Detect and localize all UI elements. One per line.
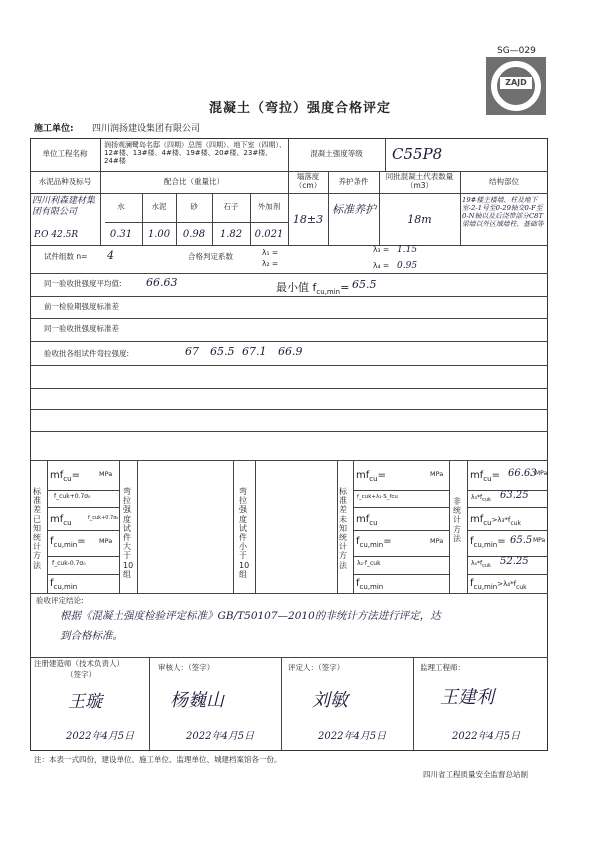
col-additive: 外加剂 [257,202,281,211]
us-mfcu-sub: cu [369,475,378,483]
coef-label: 合格判定系数 [188,252,233,261]
us-fcumin-eq: = [383,536,392,547]
lambda3-label: λ₃ = [373,245,390,254]
logo-text: ZAJD [505,78,527,87]
ns-gt-sub: cuk [510,520,521,527]
assessor-signature: 刘敏 [312,690,348,711]
us-mfcu2-sub: cu [369,519,378,527]
groups-label: 试件组数 n= [44,252,88,261]
min-eq: = [340,281,350,294]
footer-note: 注：本表一式四份，建设单位、施工单位、监理单位、城建档案馆各一份。 [34,755,282,764]
grade-label: 混凝土强度等级 [310,149,363,158]
ns-mfcu-sub: cu [483,475,492,483]
ks-mfcu2: $mf_{cu}$ [50,514,72,527]
engineer-label: 注册建造师（技术负责人） [34,659,124,668]
lambda4-label: λ₄ = [373,261,390,270]
form-code: SG—029 [497,46,536,56]
structure-part-value: 19#楼主楼墙、柱及地下室-2-1号至0-29轴交0-F至0-N轴以及后浇带部分C8T梁墙以外区域墙柱、基础等 [462,196,544,229]
method-known-std-label: 标准差已知统计方法 [33,487,41,570]
ks-fcumin-unit: MPa [99,537,113,545]
construction-unit-value: 四川润扬建设集团有限公司 [92,124,201,134]
assessor-date: 2022年4月5日 [318,731,387,742]
ns-l4: $\lambda_4*f_{cuk}$ [471,560,491,570]
ns-l4-value: 52.25 [500,556,529,567]
reviewer-label: 审核人：（签字） [158,663,215,672]
sand-value: 0.98 [182,229,206,240]
col-cement: 水泥 [151,202,167,211]
ns-gt2: >λ₄*f [497,580,517,588]
ns-mfcu2-sub: cu [483,519,492,527]
tests-label: 验收批各组试件弯拉强度: [44,349,130,358]
lambda4-value: 0.95 [397,261,418,271]
ns-mfcu-unit: MPa [535,470,548,477]
us-fcumin2: $f_{cu,min}$ [356,578,384,591]
conclusion-line2: 到合格标准。 [60,630,123,642]
ks-fcumin-eq: = [77,536,86,547]
ns-fcumin-sub: cu,min [473,541,498,549]
conclusion-label: 验收评定结论: [36,596,84,605]
footer-issuer: 四川省工程质量安全监督总站制 [423,770,528,779]
ns-mfcu: $mf_{cu}=$ [470,470,500,483]
cement-value: 1.00 [147,229,171,240]
mean-value: 66.63 [146,276,178,289]
ns-fcumin: $f_{cu,min}=$ [470,536,506,549]
ns-fcumin-eq: = [497,536,506,547]
stone-value: 1.82 [219,229,243,240]
page-title: 混凝土（弯拉）强度合格评定 [208,101,391,116]
lambda2-label: λ₂ = [262,259,279,268]
mix-ratio-label: 配合比（重量比） [164,177,224,186]
ns-mfcu2: $mf_{cu}>\lambda_3*f_{cuk}$ [470,514,521,527]
ns-gt: >λ₃*f [491,516,511,524]
reviewer-signature: 杨巍山 [170,690,224,711]
col-sand: 砂 [190,202,198,211]
ks-fcumin-sub: cu,min [53,541,78,549]
ks-mfcu2-sub: cu [63,519,72,527]
engineer-signature: 王璇 [68,692,102,712]
us-fcumin: $f_{cu,min}=$ [356,536,392,549]
unit-project-value: 润扬观澜鹭岛名邸（四期）总图（四期）、地下室（四期）、12#楼、13#楼、4#楼、19#楼、20#楼、23#楼、24#楼 [104,141,286,166]
ns-fcumin2: $f_{cu,min}>\lambda_4*f_{cuk}$ [470,578,527,591]
method-over10-label: 弯拉强度试件大于10组 [123,487,134,579]
min-label: 最小值 $f_{cu,min}=$ [276,281,350,297]
engineer-date: 2022年4月5日 [66,731,135,742]
lambda3-value: 1.15 [397,245,418,255]
method-under10-label: 弯拉强度试件小于10组 [239,487,250,579]
grade-value: C55P8 [392,145,443,163]
groups-value: 4 [107,249,114,262]
ns-mfcu-eq: = [491,470,500,481]
test-3: 67.1 [242,345,267,358]
min-value: 65.5 [352,278,377,291]
ks-mfcu-eq: = [71,470,80,481]
ks-mfcu: $mf_{cu}=$ [50,470,80,483]
same-std-label: 同一验收批强度标准差 [44,324,119,333]
structure-part-label: 结构部位 [489,177,519,186]
ns-gt2-sub: cuk [516,584,527,591]
min-label-sub: cu,min [316,288,341,297]
ks-fcuk07-c: f_cuk-0.7σ₀ [52,560,86,567]
conclusion-line1: 根据《混凝土强度检验评定标准》GB/T50107—2010的非统计方法进行评定，达 [60,610,441,622]
col-stone: 石子 [223,202,239,211]
ks-mfcu-unit: MPa [99,470,113,478]
us-fcumin2-sub: cu,min [359,583,384,591]
cement-grade: P.O 42.5R [34,230,79,240]
method-nonstat-label: 非统计方法 [453,497,461,543]
supervisor-label: 监理工程师： [420,663,465,672]
curing-value: 标准养护 [332,203,376,216]
test-1: 67 [185,345,199,358]
construction-unit-label: 施工单位: [34,124,74,134]
ns-fcumin-value: 65.5 [510,535,533,546]
additive-value: 0.021 [254,229,284,240]
ks-mfcu-sub: cu [63,475,72,483]
ks-fcumin2-sub: cu,min [53,583,78,591]
water-value: 0.31 [109,229,133,240]
volume-label: 同批混凝土代表数量（m3） [385,172,454,190]
reviewer-date: 2022年4月5日 [186,731,255,742]
cement-type-label: 水泥品种及标号 [38,177,92,186]
curing-label: 养护条件 [338,177,369,186]
mean-label: 同一验收批强度平均值: [44,279,122,288]
us-mfcu: $mf_{cu}=$ [356,470,386,483]
ks-fcumin2: $f_{cu,min}$ [50,578,78,591]
slump-label: 塌落度（cm） [294,172,322,190]
method-unknown-std-label: 标准差未知统计方法 [339,487,347,570]
ks-fcuk07: f_cuk+0.7σ₀ [54,493,91,500]
ns-l3-value: 63.25 [500,490,529,501]
us-formula2: λ₂·f_cuk [357,560,381,567]
cement-vendor: 四川利森建材集团有限公司 [32,196,96,218]
us-mfcu-unit: MPa [430,470,444,478]
ks-fcuk07-b: f_cuk+0.7σ₀ [88,515,119,521]
test-4: 66.9 [278,345,303,358]
supervisor-signature: 王建利 [440,687,494,708]
us-fcumin-sub: cu,min [359,541,384,549]
ks-fcumin: $f_{cu,min}=$ [50,536,86,549]
lambda1-label: λ₁ = [262,248,279,257]
supervisor-date: 2022年4月5日 [452,731,521,742]
us-mfcu-eq: = [377,470,386,481]
prev-std-label: 前一检验期强度标准差 [44,302,119,311]
ns-l4-sub: cuk [482,563,491,570]
ns-l3-sub: cuk [482,497,491,504]
us-mfcu2: $mf_{cu}$ [356,514,378,527]
unit-project-label: 单位工程名称 [42,149,88,158]
assessor-label: 评定人：（签字） [288,663,345,672]
col-water: 水 [117,202,125,211]
engineer-sub: （签字） [66,670,96,679]
us-fcumin-unit: MPa [430,537,444,545]
slump-value: 18±3 [292,213,324,226]
test-2: 65.5 [210,345,235,358]
ns-l3: $\lambda_3*f_{cuk}$ [471,494,491,504]
us-formula1: f_cuk+λ₁·S_fcu [357,494,398,500]
ns-fcumin-unit: MPa [533,537,546,544]
volume-value: 18m [407,213,432,226]
ns-mfcu-value: 66.63 [508,468,537,479]
ns-fcumin2-sub: cu,min [473,583,498,591]
